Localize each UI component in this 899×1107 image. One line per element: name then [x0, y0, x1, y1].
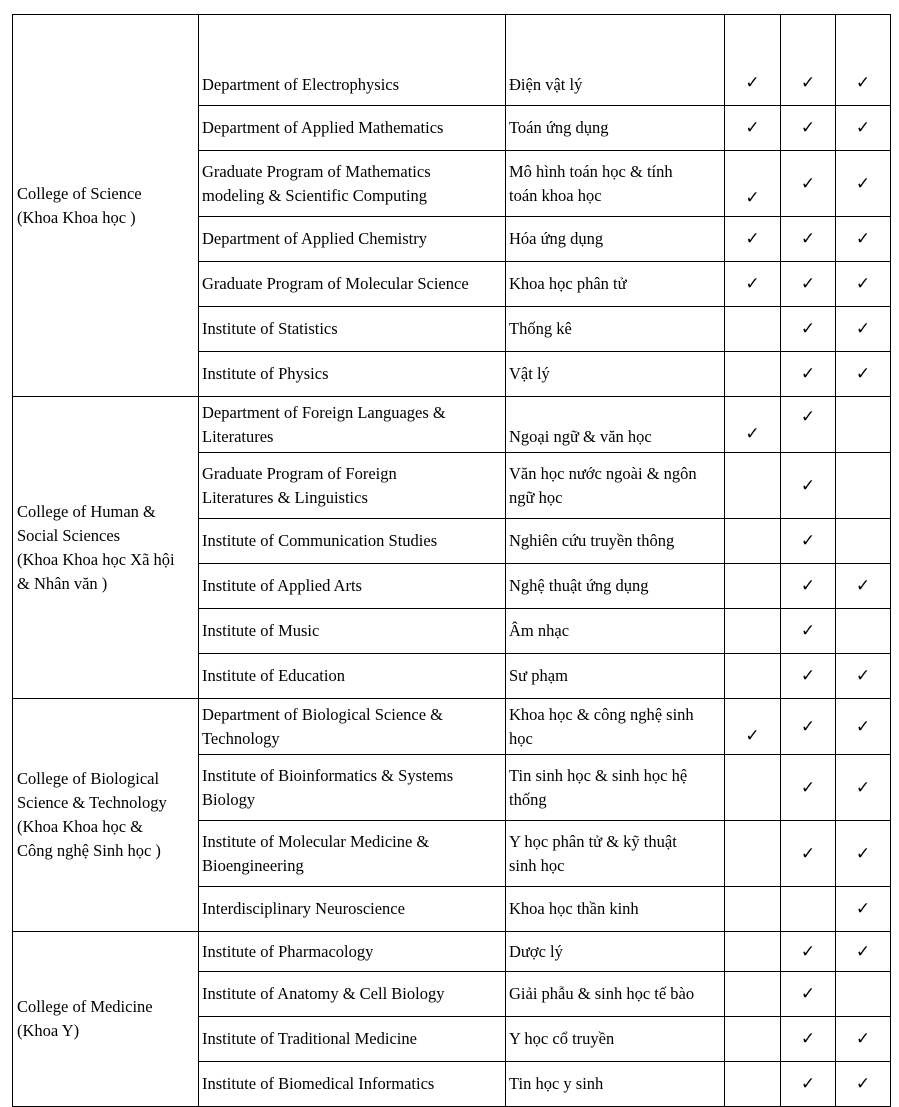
check-mark-icon: ✓: [800, 407, 816, 427]
check-mark-icon: ✓: [800, 531, 816, 551]
department-english-line: Institute of Applied Arts: [202, 576, 362, 595]
check-column-3: [836, 1017, 891, 1062]
check-column-3: [836, 217, 891, 262]
department-english-line: Graduate Program of Molecular Science: [202, 274, 469, 293]
department-vietnamese-line: Khoa học thần kinh: [509, 899, 639, 918]
department-vietnamese-line: Vật lý: [509, 364, 550, 383]
department-vietnamese-line: Toán ứng dụng: [509, 118, 609, 137]
check-column-2: [781, 564, 836, 609]
check-column-3: [836, 262, 891, 307]
check-mark-icon: ✓: [855, 118, 871, 138]
check-column-1: [725, 307, 781, 352]
check-column-2: [781, 932, 836, 972]
check-column-2: [781, 519, 836, 564]
check-mark-icon: ✓: [745, 118, 760, 138]
check-mark-icon: ✓: [800, 777, 816, 798]
check-mark-icon: ✓: [800, 364, 816, 384]
department-english: [199, 755, 506, 821]
check-mark-icon: ✓: [800, 621, 816, 641]
table-row: [13, 15, 891, 106]
college-name-line: College of Medicine: [17, 997, 153, 1016]
department-english: [199, 654, 506, 699]
department-vietnamese-line: Khoa học & công nghệ sinh: [509, 704, 694, 724]
department-english-line: Institute of Bioinformatics & Systems: [202, 765, 454, 785]
check-column-2: [781, 453, 836, 519]
department-english-line: Bioengineering: [202, 855, 304, 875]
check-column-2: [781, 1062, 836, 1107]
department-english-line: Institute of Statistics: [202, 319, 338, 338]
college-name-line: (Khoa Khoa học &: [17, 817, 144, 836]
check-mark-icon: ✓: [800, 73, 816, 93]
check-mark-icon: ✓: [855, 319, 871, 339]
check-column-3: [836, 15, 891, 106]
check-mark-icon: ✓: [855, 899, 871, 919]
department-vietnamese: [506, 821, 725, 887]
department-english-line: Institute of Anatomy & Cell Biology: [202, 984, 445, 1003]
college-name: [13, 932, 199, 1107]
check-column-2: [781, 397, 836, 453]
department-vietnamese: [506, 352, 725, 397]
department-english: [199, 151, 506, 217]
table-row: [13, 699, 891, 755]
department-vietnamese: [506, 15, 725, 106]
check-mark-icon: ✓: [855, 364, 871, 384]
check-mark-icon: ✓: [855, 173, 871, 194]
check-column-2: [781, 654, 836, 699]
table-row: [13, 932, 891, 972]
department-english: [199, 307, 506, 352]
check-mark-icon: ✓: [855, 229, 871, 249]
department-vietnamese: [506, 262, 725, 307]
department-english-line: Interdisciplinary Neuroscience: [202, 899, 405, 918]
department-vietnamese: [506, 307, 725, 352]
college-name-line: College of Biological: [17, 769, 160, 788]
department-english: [199, 564, 506, 609]
check-mark-icon: ✓: [855, 941, 871, 962]
check-column-1: [725, 352, 781, 397]
department-english-line: Technology: [202, 728, 280, 748]
check-mark-icon: ✓: [855, 274, 871, 294]
check-mark-icon: ✓: [800, 319, 816, 339]
college-name: [13, 699, 199, 932]
department-vietnamese-line: Giải phẫu & sinh học tế bào: [509, 984, 695, 1003]
check-mark-icon: ✓: [800, 716, 816, 737]
check-column-1: [725, 151, 781, 217]
department-vietnamese-line: Tin sinh học & sinh học hệ: [509, 765, 688, 785]
department-vietnamese-line: thống: [509, 789, 547, 809]
college-name-line: Social Sciences: [17, 525, 121, 545]
check-mark-icon: ✓: [745, 229, 760, 249]
check-column-3: [836, 564, 891, 609]
check-column-2: [781, 972, 836, 1017]
check-column-2: [781, 262, 836, 307]
department-english-line: Biology: [202, 789, 256, 809]
department-vietnamese-line: Y học phân tử & kỹ thuật: [509, 831, 677, 851]
check-column-2: [781, 151, 836, 217]
department-english: [199, 262, 506, 307]
departments-table: [12, 14, 891, 1107]
department-english-line: Institute of Communication Studies: [202, 531, 438, 550]
check-column-1: [725, 217, 781, 262]
check-column-1: [725, 106, 781, 151]
department-vietnamese-line: học: [509, 728, 533, 748]
department-english: [199, 15, 506, 106]
check-mark-icon: ✓: [855, 777, 871, 798]
department-english-line: Graduate Program of Foreign: [202, 463, 397, 483]
department-vietnamese-line: Nghiên cứu truyền thông: [509, 531, 675, 550]
check-mark-icon: ✓: [855, 1074, 871, 1094]
college-name: [13, 15, 199, 397]
department-vietnamese-line: Văn học nước ngoài & ngôn: [509, 463, 697, 483]
department-vietnamese: [506, 564, 725, 609]
department-vietnamese: [506, 217, 725, 262]
check-column-1: [725, 654, 781, 699]
department-vietnamese: [506, 755, 725, 821]
department-vietnamese: [506, 699, 725, 755]
check-mark-icon: ✓: [800, 274, 816, 294]
check-mark-icon: ✓: [800, 1074, 816, 1094]
table-body: [13, 15, 891, 1107]
check-mark-icon: ✓: [800, 984, 816, 1004]
check-column-1: [725, 564, 781, 609]
check-column-1: [725, 932, 781, 972]
department-english-line: Department of Applied Mathematics: [202, 118, 444, 137]
check-mark-icon: ✓: [800, 475, 816, 496]
department-english-line: Literatures & Linguistics: [202, 487, 368, 507]
check-column-3: [836, 397, 891, 453]
college-name-line: Science & Technology: [17, 793, 167, 812]
check-column-3: [836, 519, 891, 564]
check-mark-icon: ✓: [745, 726, 760, 746]
check-column-2: [781, 106, 836, 151]
department-vietnamese: [506, 453, 725, 519]
department-english-line: Department of Foreign Languages &: [202, 402, 446, 422]
department-english: [199, 217, 506, 262]
department-vietnamese-line: Thống kê: [509, 319, 572, 338]
college-name-line: (Khoa Khoa học Xã hội: [17, 549, 175, 569]
department-vietnamese-line: Sư phạm: [509, 666, 568, 685]
department-vietnamese-line: Ngoại ngữ & văn học: [509, 426, 652, 446]
check-mark-icon: ✓: [745, 274, 760, 294]
check-column-2: [781, 217, 836, 262]
department-vietnamese: [506, 151, 725, 217]
college-name-line: (Khoa Y): [17, 1021, 80, 1040]
department-vietnamese-line: toán khoa học: [509, 185, 602, 205]
department-vietnamese: [506, 1017, 725, 1062]
check-mark-icon: ✓: [800, 118, 816, 138]
check-column-2: [781, 755, 836, 821]
department-english: [199, 1062, 506, 1107]
department-vietnamese: [506, 397, 725, 453]
check-column-1: [725, 755, 781, 821]
check-column-2: [781, 699, 836, 755]
check-mark-icon: ✓: [745, 188, 760, 208]
department-english-line: Department of Electrophysics: [202, 75, 400, 94]
department-english-line: Department of Biological Science &: [202, 704, 444, 724]
department-english-line: Department of Applied Chemistry: [202, 229, 427, 248]
check-column-3: [836, 307, 891, 352]
department-vietnamese-line: Y học cổ truyền: [509, 1029, 615, 1048]
department-vietnamese: [506, 1062, 725, 1107]
department-english: [199, 1017, 506, 1062]
check-column-1: [725, 15, 781, 106]
department-english-line: Graduate Program of Mathematics: [202, 161, 431, 181]
check-column-1: [725, 262, 781, 307]
department-english-line: modeling & Scientific Computing: [202, 185, 428, 205]
check-mark-icon: ✓: [800, 229, 816, 249]
check-column-1: [725, 887, 781, 932]
department-vietnamese-line: Điện vật lý: [509, 75, 583, 94]
check-column-3: [836, 932, 891, 972]
check-column-1: [725, 821, 781, 887]
check-mark-icon: ✓: [855, 716, 871, 737]
check-column-2: [781, 15, 836, 106]
check-column-3: [836, 972, 891, 1017]
check-column-1: [725, 609, 781, 654]
department-vietnamese-line: ngữ học: [509, 487, 563, 507]
department-english: [199, 821, 506, 887]
check-mark-icon: ✓: [800, 173, 816, 194]
department-english: [199, 453, 506, 519]
department-english: [199, 106, 506, 151]
check-column-2: [781, 887, 836, 932]
check-column-1: [725, 1017, 781, 1062]
check-mark-icon: ✓: [855, 576, 871, 596]
department-english-line: Institute of Biomedical Informatics: [202, 1074, 435, 1093]
check-column-3: [836, 352, 891, 397]
department-vietnamese: [506, 106, 725, 151]
department-vietnamese: [506, 654, 725, 699]
department-english: [199, 609, 506, 654]
check-column-1: [725, 519, 781, 564]
department-english: [199, 932, 506, 972]
department-english: [199, 397, 506, 453]
department-vietnamese-line: Hóa ứng dụng: [509, 229, 604, 248]
check-mark-icon: ✓: [800, 941, 816, 962]
check-mark-icon: ✓: [855, 73, 871, 93]
check-column-3: [836, 699, 891, 755]
check-column-3: [836, 755, 891, 821]
check-column-1: [725, 397, 781, 453]
check-column-3: [836, 106, 891, 151]
check-mark-icon: ✓: [855, 843, 871, 864]
check-column-3: [836, 821, 891, 887]
college-name-line: College of Human &: [17, 501, 156, 521]
college-name-line: & Nhân văn ): [17, 573, 108, 593]
check-column-3: [836, 453, 891, 519]
department-vietnamese: [506, 887, 725, 932]
check-mark-icon: ✓: [800, 843, 816, 864]
check-column-2: [781, 352, 836, 397]
department-english: [199, 699, 506, 755]
department-vietnamese-line: Khoa học phân tử: [509, 274, 627, 293]
check-column-3: [836, 887, 891, 932]
department-english-line: Institute of Molecular Medicine &: [202, 831, 430, 851]
check-column-2: [781, 1017, 836, 1062]
check-mark-icon: ✓: [800, 576, 816, 596]
table-row: [13, 397, 891, 453]
department-english-line: Institute of Education: [202, 666, 345, 685]
department-vietnamese: [506, 972, 725, 1017]
college-name-line: (Khoa Khoa học ): [17, 207, 136, 227]
check-column-2: [781, 307, 836, 352]
department-vietnamese-line: Dược lý: [509, 941, 563, 961]
department-vietnamese: [506, 609, 725, 654]
department-english: [199, 887, 506, 932]
check-column-1: [725, 453, 781, 519]
check-mark-icon: ✓: [800, 1029, 816, 1049]
department-english-line: Literatures: [202, 426, 274, 446]
check-column-2: [781, 609, 836, 654]
check-column-3: [836, 654, 891, 699]
department-vietnamese-line: [509, 401, 721, 425]
college-name: [13, 397, 199, 699]
department-english: [199, 352, 506, 397]
department-english-line: Institute of Traditional Medicine: [202, 1029, 417, 1048]
department-english-line: Institute of Music: [202, 621, 320, 640]
check-column-1: [725, 972, 781, 1017]
department-vietnamese: [506, 519, 725, 564]
department-english: [199, 972, 506, 1017]
check-mark-icon: ✓: [745, 424, 760, 444]
department-english: [199, 519, 506, 564]
check-column-1: [725, 1062, 781, 1107]
check-mark-icon: ✓: [745, 73, 760, 93]
department-vietnamese: [506, 932, 725, 972]
check-mark-icon: ✓: [800, 666, 816, 686]
check-mark-icon: ✓: [855, 1029, 871, 1049]
check-column-2: [781, 821, 836, 887]
department-vietnamese-line: sinh học: [509, 855, 565, 875]
college-name-line: College of Science: [17, 183, 142, 203]
department-vietnamese-line: Âm nhạc: [509, 621, 570, 640]
department-english-line: Institute of Pharmacology: [202, 941, 374, 961]
check-column-3: [836, 609, 891, 654]
check-column-3: [836, 151, 891, 217]
department-vietnamese-line: Mô hình toán học & tính: [509, 161, 673, 181]
check-column-1: [725, 699, 781, 755]
department-english-line: Institute of Physics: [202, 364, 329, 383]
check-mark-icon: ✓: [855, 666, 871, 686]
department-vietnamese-line: Tin học y sinh: [509, 1074, 604, 1093]
college-name-line: Công nghệ Sinh học ): [17, 841, 161, 860]
department-vietnamese-line: Nghệ thuật ứng dụng: [509, 576, 649, 595]
check-column-3: [836, 1062, 891, 1107]
